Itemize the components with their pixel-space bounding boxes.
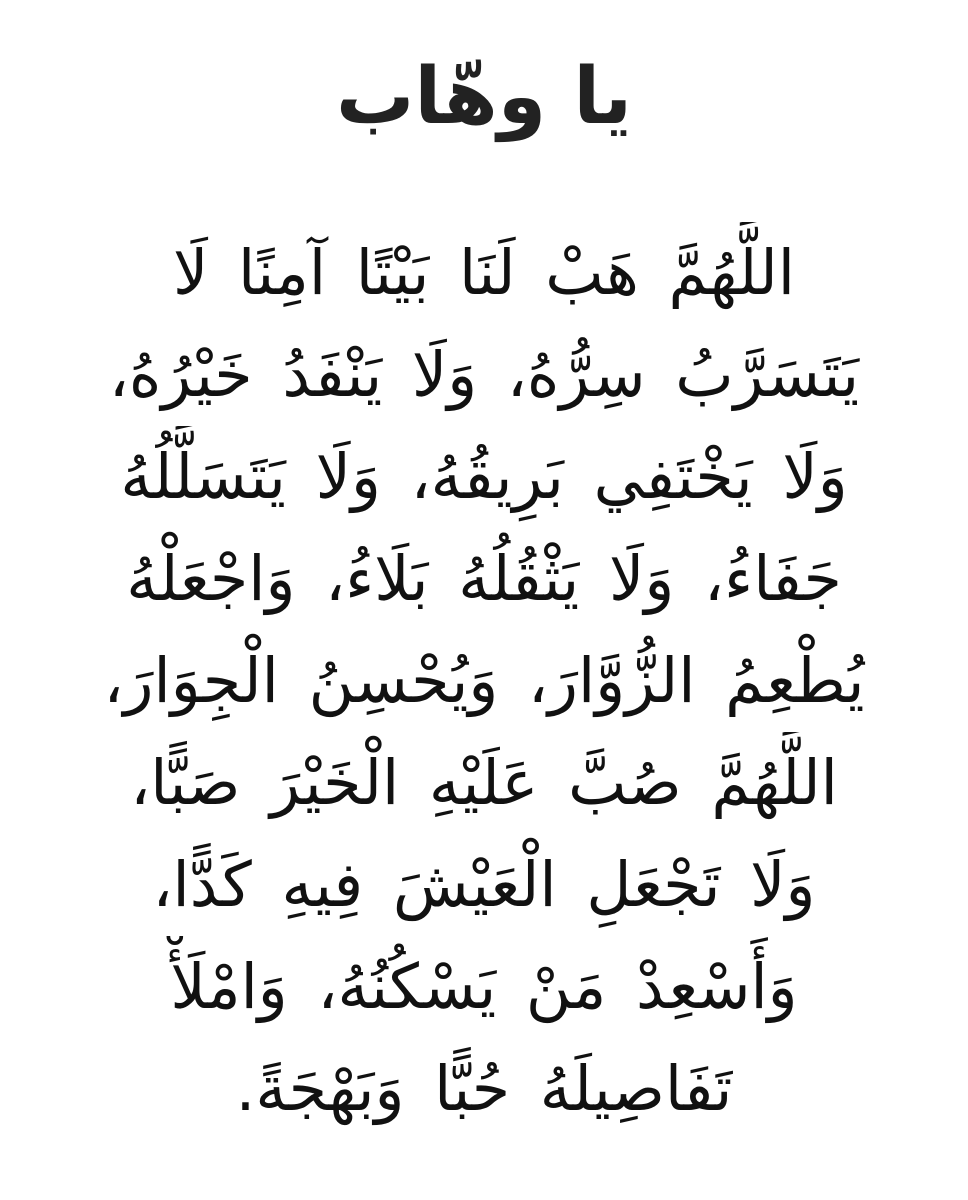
prayer-line-3: وَلَا يَخْتَفِي بَرِيقُهُ، وَلَا يَتَسَلَّلُهُ [120,440,848,513]
prayer-line-6: اللَّهُمَّ صُبَّ عَلَيْهِ الْخَيْرَ صَبًّا، [130,746,838,819]
prayer-text [30,222,938,1140]
page-title: يا وهّاب [336,52,632,142]
prayer-line-2: يَتَسَرَّبُ سِرُّهُ، وَلَا يَنْفَدُ خَيْرُهُ، [108,338,860,411]
prayer-line-1: اللَّهُمَّ هَبْ لَنَا بَيْتًا آمِنًا لَا [172,236,796,309]
prayer-line-5: يُطْعِمُ الزُّوَّارَ، وَيُحْسِنُ الْجِوَارَ، [103,644,865,717]
prayer-line-7: وَلَا تَجْعَلِ الْعَيْشَ فِيهِ كَدًّا، [152,848,816,921]
prayer-line-8: وَأَسْعِدْ مَنْ يَسْكُنُهُ، وَامْلَأْ [170,950,798,1023]
prayer-line-4: جَفَاءُ، وَلَا يَثْقُلُهُ بَلَاءُ، وَاجْعَلْهُ [126,542,842,615]
prayer-line-9: تَفَاصِيلَهُ حُبًّا وَبَهْجَةً. [235,1052,733,1125]
